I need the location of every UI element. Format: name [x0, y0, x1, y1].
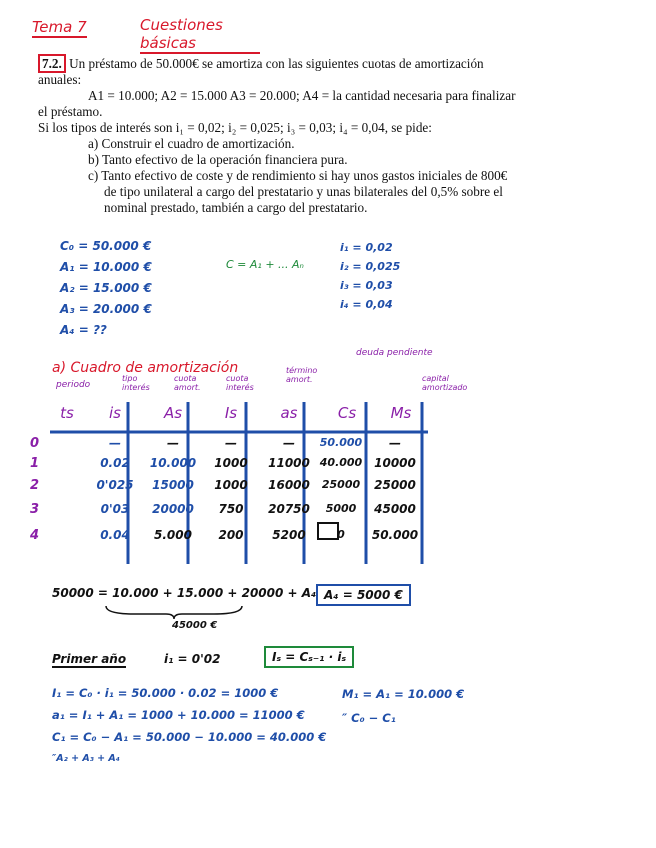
calc-lines — [52, 682, 326, 770]
given-i4: i₄ = 0,04 — [340, 298, 393, 311]
ann-capital: capital amortizado — [422, 374, 468, 392]
problem-line1: Un préstamo de 50.000€ se amortiza con las siguientes cuotas de amortización — [69, 56, 484, 71]
table-body: 0 — — — — 50.000 — 1 0.02 10.000 1000 11000 40.000 10000 2 0'025 15000 1000 16000 25000 25000 3 0'03 20000 750 20750 5000 45000 4 0.04 5.000 200 5200 0 50.000 — [30, 436, 419, 543]
primer-i1: i₁ = 0'02 — [164, 652, 221, 666]
th-Cs: Cs — [337, 404, 357, 422]
ann-periodo: periodo — [56, 380, 91, 390]
problem-item-b: b) Tanto efectivo de la operación financiera pura. — [88, 152, 348, 167]
th-As: As — [163, 404, 183, 422]
given-a1: A₁ = 10.000 € — [60, 260, 152, 274]
problem-item-a: a) Construir el cuadro de amortización. — [88, 136, 295, 151]
given-a3: A₃ = 20.000 € — [60, 302, 152, 316]
ann-termino: término amort. — [286, 366, 318, 384]
calc-line-4: ″A₂ + A₃ + A₄ — [52, 753, 120, 764]
th-Is: Is — [224, 404, 238, 422]
problem-line4: el préstamo. — [38, 104, 103, 119]
calc-line-2: a₁ = I₁ + A₁ = 1000 + 10.000 = 11000 € — [52, 708, 305, 722]
th-Ms: Ms — [390, 404, 412, 422]
given-c0: C₀ = 50.000 € — [60, 239, 152, 253]
problem-number: 7.2. — [38, 54, 66, 73]
given-i3: i₃ = 0,03 — [340, 279, 393, 292]
a4-result: A₄ = 5000 € — [316, 584, 411, 606]
problem-item-c2: de tipo unilateral a cargo del prestatario y unas bilaterales del 0,5% sobre el — [104, 184, 503, 199]
th-as: as — [280, 404, 298, 422]
formula-box: Iₛ = Cₛ₋₁ · iₛ — [264, 646, 354, 668]
calc-m — [342, 682, 464, 730]
givens-right — [340, 238, 400, 314]
primer-ano: Primer año — [52, 652, 127, 666]
calc-line-1: I₁ = C₀ · i₁ = 50.000 · 0.02 = 1000 € — [52, 686, 279, 700]
cuestiones-title: Cuestiones básicas — [140, 16, 260, 54]
given-i1: i₁ = 0,02 — [340, 241, 393, 254]
a4-equation: 50000 = 10.000 + 15.000 + 20000 + A₄ — [52, 586, 317, 600]
problem-line2: anuales: — [38, 72, 82, 87]
th-ts: ts — [60, 404, 74, 422]
ann-deuda: deuda pendiente — [356, 348, 433, 358]
brace-total: 45000 € — [172, 620, 218, 631]
calc-line-3: C₁ = C₀ − A₁ = 50.000 − 10.000 = 40.000 € — [52, 730, 327, 744]
given-sum: C = A₁ + ... Aₙ — [226, 258, 304, 271]
problem-item-c1: c) Tanto efectivo de coste y de rendimiento si hay unos gastos iniciales de 800€ — [88, 168, 508, 183]
ann-cuota-interes: cuota interés — [226, 374, 254, 392]
given-i2: i₂ = 0,025 — [340, 260, 401, 273]
problem-line3: A1 = 10.000; A2 = 15.000 A3 = 20.000; A4 = la cantidad necesaria para finalizar — [88, 88, 516, 103]
ann-tipo: tipo interés — [122, 374, 150, 392]
given-a2: A₂ = 15.000 € — [60, 281, 152, 295]
problem-line5: Si los tipos de interés son i₁ = 0,02; i₂ = 0,025; i₃ = 0,03; i₄ = 0,04, se pide: — [38, 120, 432, 135]
brace — [104, 604, 244, 620]
givens-left — [60, 236, 152, 341]
given-a4: A₄ = ?? — [60, 323, 107, 337]
tema-title: Tema 7 — [32, 18, 87, 36]
problem-statement — [38, 56, 578, 216]
problem-item-c3: nominal prestado, también a cargo del prestatario. — [104, 200, 368, 215]
table-title: a) Cuadro de amortización — [52, 360, 239, 376]
calc-m1: M₁ = A₁ = 10.000 € — [342, 687, 465, 701]
ann-cuota: cuota amort. — [174, 374, 201, 392]
th-is: is — [109, 404, 121, 422]
calc-m2: ″ C₀ − C₁ — [342, 711, 396, 725]
